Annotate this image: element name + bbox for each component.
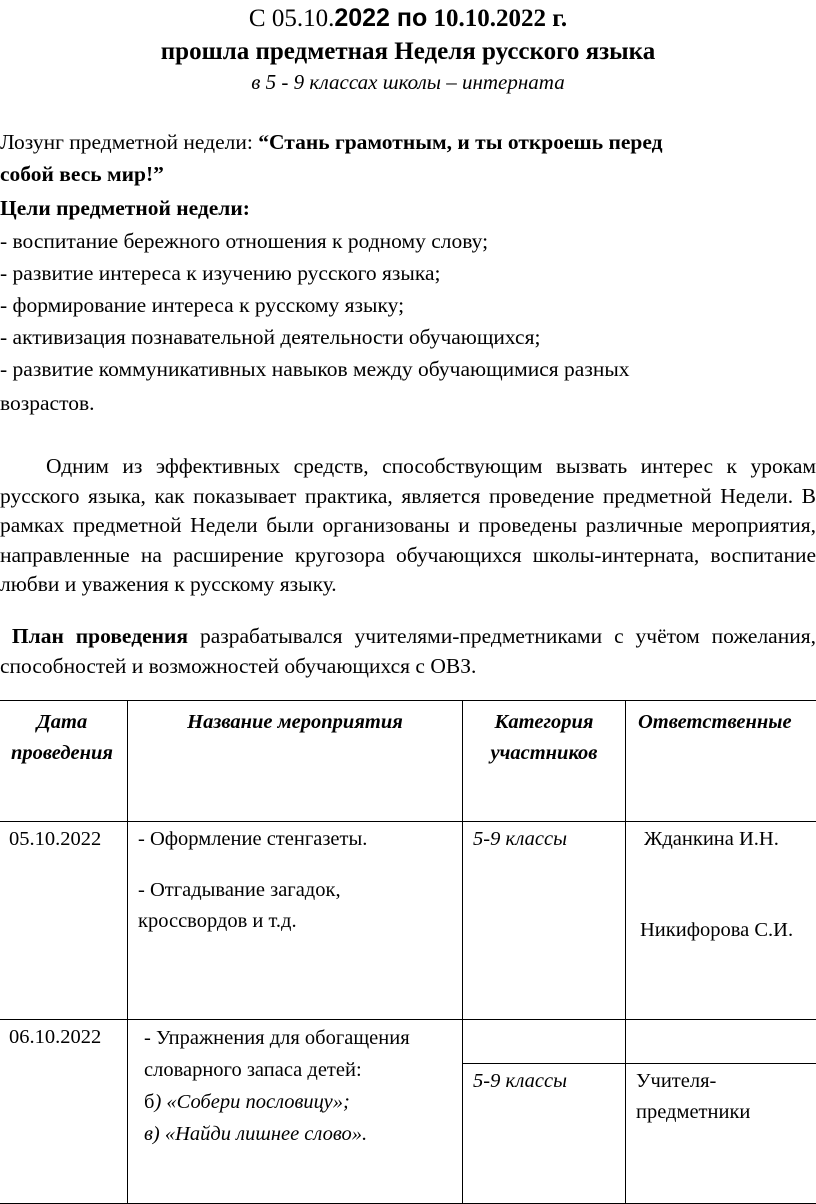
header-responsible: Ответственные [626,701,816,822]
goal-item: - развитие интереса к изучению русского языка; [0,261,441,286]
row-events [128,1020,463,1204]
row-date: 06.10.2022 [0,1020,128,1204]
event-item: - Упражнения для обогащения словарного запаса детей: [144,1022,422,1086]
responsible-person: Жданкина И.Н. [640,824,816,855]
goals-title: Цели предметной недели: [0,196,250,221]
event-item: - Отгадывание загадок, кроссвордов и т.д. [138,875,382,937]
plan-bold: План проведения [12,624,188,648]
header-date: Дата проведения [0,701,128,822]
event-item: б) «Собери пословицу»; [144,1086,422,1118]
table-header-row [0,701,816,822]
table-row [0,1020,816,1064]
slogan-text: “Стань грамотным, и ты откроешь перед [258,130,662,154]
goal-item: - формирование интереса к русскому языку; [0,293,404,318]
slogan-line [0,130,662,155]
row-responsible: Учителя-предметники [626,1064,816,1204]
empty-cell [463,1020,626,1064]
title-bold-part: 2022 по [334,4,427,32]
row-category: 5-9 классы [463,1064,626,1204]
row-events [128,822,463,1020]
goal-item: возрастов. [0,391,94,416]
header-event: Название мероприятия [128,701,463,822]
header-category: Категория участников [463,701,626,822]
events-table [0,700,816,1204]
event-item: в) «Найди лишнее слово». [144,1118,422,1150]
empty-cell [626,1020,816,1064]
slogan-text-end: собой весь мир!” [0,162,164,187]
row-category: 5-9 классы [463,822,626,1020]
goal-item: - развитие коммуникативных навыков между обучающимися разных [0,357,630,382]
title-date-range: С 05.10.2022 по 10.10.2022 г. [0,4,816,33]
paragraph-intro: Одним из эффективных средств, способствующим вызвать интерес к урокам русского языка, как показывает практика, является проведение предметной Недели. В рамках предметной Недели были организованы и проведены различные мероприятия, направленные на расширение кругозора обучающихся школы-интерната, воспитание любви и уважения к русскому языку. [0,452,816,600]
title-main: прошла предметная Неделя русского языка [0,38,816,66]
event-item: - Оформление стенгазеты. [138,824,382,855]
table-row [0,822,816,1020]
responsible-person: Никифорова С.И. [640,915,816,946]
paragraph-plan [0,622,816,681]
goal-item: - воспитание бережного отношения к родному слову; [0,229,488,254]
plan-text: разрабатывался учителями-предметниками с учётом пожелания, способностей и возможностей обучающихся с ОВЗ. [0,624,816,678]
row-date: 05.10.2022 [0,822,128,1020]
goal-item: - активизация познавательной деятельности обучающихся; [0,325,540,350]
slogan-label: Лозунг предметной недели: [0,130,258,154]
row-responsible [626,822,816,1020]
title-subtitle: в 5 - 9 классах школы – интерната [0,70,816,95]
